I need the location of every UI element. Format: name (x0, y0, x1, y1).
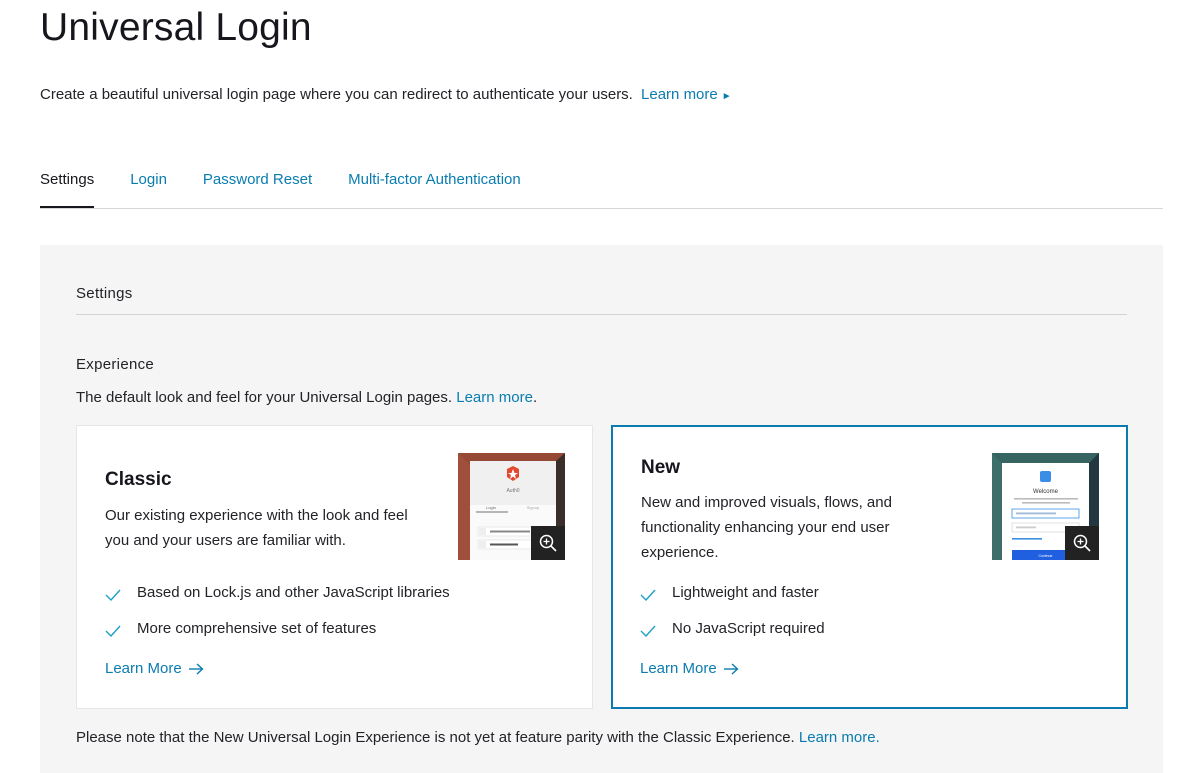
classic-feature-label: Based on Lock.js and other JavaScript libraries (137, 584, 450, 601)
intro-text: Create a beautiful universal login page where you can redirect to authenticate your users. (40, 86, 633, 103)
new-feature-item (640, 620, 825, 637)
new-feature-label: No JavaScript required (672, 620, 825, 637)
new-thumb-button: Continue (1038, 554, 1053, 558)
experience-title: Experience (76, 356, 155, 373)
classic-experience-card[interactable] (76, 425, 593, 709)
settings-panel (40, 245, 1163, 773)
classic-feature-label: More comprehensive set of features (137, 620, 377, 637)
feature-parity-note (76, 729, 880, 746)
tab-settings[interactable]: Settings (40, 170, 94, 208)
arrow-right-icon (723, 663, 739, 675)
experience-desc-period: . (532, 389, 538, 406)
classic-learn-more-label: Learn More (105, 660, 182, 677)
classic-learn-more-link[interactable] (105, 660, 204, 677)
new-preview-thumbnail[interactable] (992, 453, 1099, 560)
page-intro (40, 86, 732, 103)
checkmark-icon (640, 589, 656, 601)
new-thumb-heading: Welcome (1033, 489, 1058, 495)
classic-thumb-tab-signup: Signup (526, 505, 540, 510)
experience-desc-text: The default look and feel for your Universal Login pages. (76, 389, 453, 406)
new-feature-item (640, 584, 819, 601)
experience-description (76, 389, 537, 406)
settings-section-header: Settings (76, 285, 1127, 315)
classic-card-title: Classic (105, 469, 172, 490)
intro-learn-more-link[interactable] (641, 86, 732, 103)
new-learn-more-link[interactable] (640, 660, 739, 677)
tab-password-reset[interactable]: Password Reset (202, 171, 313, 188)
new-feature-label: Lightweight and faster (672, 584, 819, 601)
checkmark-icon (105, 625, 121, 637)
new-card-description: New and improved visuals, flows, and functionality enhancing your end user experience. (641, 494, 892, 561)
new-card-title: New (641, 457, 681, 478)
tab-multi-factor-authentication[interactable]: Multi-factor Authentication (348, 171, 521, 188)
classic-feature-item (105, 584, 450, 601)
experience-learn-more-link[interactable]: Learn more (456, 389, 533, 406)
checkmark-icon (105, 589, 121, 601)
note-text: Please note that the New Universal Login Experience is not yet at feature parity with the Classic Experience. (76, 729, 795, 746)
classic-thumb-brand: Auth0 (506, 488, 520, 494)
new-experience-card[interactable] (611, 425, 1128, 709)
intro-learn-more-label: Learn more (641, 86, 718, 103)
zoom-in-icon (538, 533, 558, 553)
arrow-right-icon (188, 663, 204, 675)
classic-zoom-button[interactable] (531, 526, 565, 560)
zoom-in-icon (1072, 533, 1092, 553)
classic-card-description: Our existing experience with the look and feel you and your users are familiar with. (105, 507, 408, 549)
classic-thumb-tab-login: Login (486, 505, 496, 510)
checkmark-icon (640, 625, 656, 637)
tab-bar (40, 170, 1163, 209)
play-arrow-icon: ► (721, 91, 732, 102)
tab-login[interactable]: Login (130, 171, 167, 188)
classic-preview-thumbnail[interactable] (458, 453, 565, 560)
page-title: Universal Login (40, 6, 312, 49)
new-learn-more-label: Learn More (640, 660, 717, 677)
new-zoom-button[interactable] (1065, 526, 1099, 560)
classic-feature-item (105, 620, 376, 637)
note-learn-more-link[interactable]: Learn more. (798, 729, 880, 746)
